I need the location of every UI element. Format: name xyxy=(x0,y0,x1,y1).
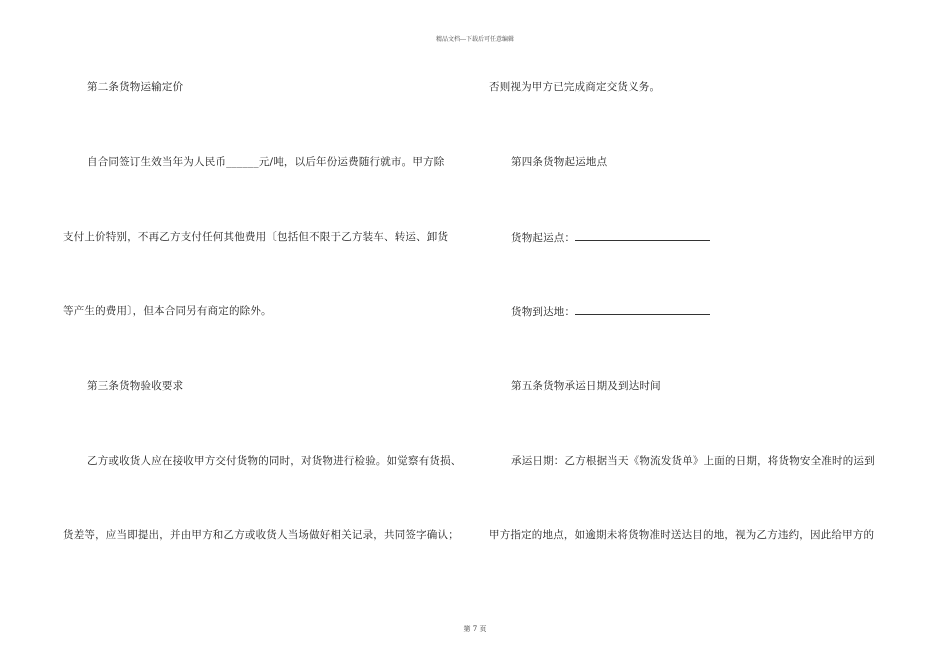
article-3-continuation: 否则视为甲方已完成商定交货义务。 xyxy=(489,81,661,93)
page-header: 精品文档---下载后可任意编辑 xyxy=(435,36,515,43)
destination-blank xyxy=(575,304,710,315)
article-2-line-3: 等产生的费用〕，但本合同另有商定的除外。 xyxy=(63,305,272,317)
origin-label: 货物起运点： xyxy=(511,232,576,244)
destination-label: 货物到达地： xyxy=(511,306,576,318)
article-4-heading: 第四条货物起运地点 xyxy=(511,156,608,168)
origin-field-row xyxy=(511,230,710,245)
article-3-heading: 第三条货物验收要求 xyxy=(87,380,184,392)
article-5-heading: 第五条货物承运日期及到达时间 xyxy=(511,380,661,392)
page-number: 第 7 页 xyxy=(463,625,487,633)
article-5-line-1: 承运日期：乙方根据当天《物流发货单》上面的日期，将货物安全准时的运到 xyxy=(511,455,875,467)
article-3-line-1: 乙方或收货人应在接收甲方交付货物的同时，对货物进行检验。如觉察有货损、 xyxy=(87,455,462,467)
origin-blank xyxy=(575,230,710,241)
article-2-line-1: 自合同签订生效当年为人民币______元/吨，以后年份运费随行就市。甲方除 xyxy=(87,156,445,168)
article-5-line-2: 甲方指定的地点，如逾期未将货物准时送达目的地，视为乙方违约，因此给甲方的 xyxy=(489,529,875,541)
article-2-heading: 第二条货物运输定价 xyxy=(87,81,184,93)
article-3-line-2: 货差等，应当即提出，并由甲方和乙方或收货人当场做好相关记录，共同签字确认； xyxy=(63,529,459,541)
article-2-line-2: 支付上价特别，不再乙方支付任何其他费用〔包括但不限于乙方装车、转运、卸货 xyxy=(63,231,449,243)
destination-field-row xyxy=(511,304,710,319)
